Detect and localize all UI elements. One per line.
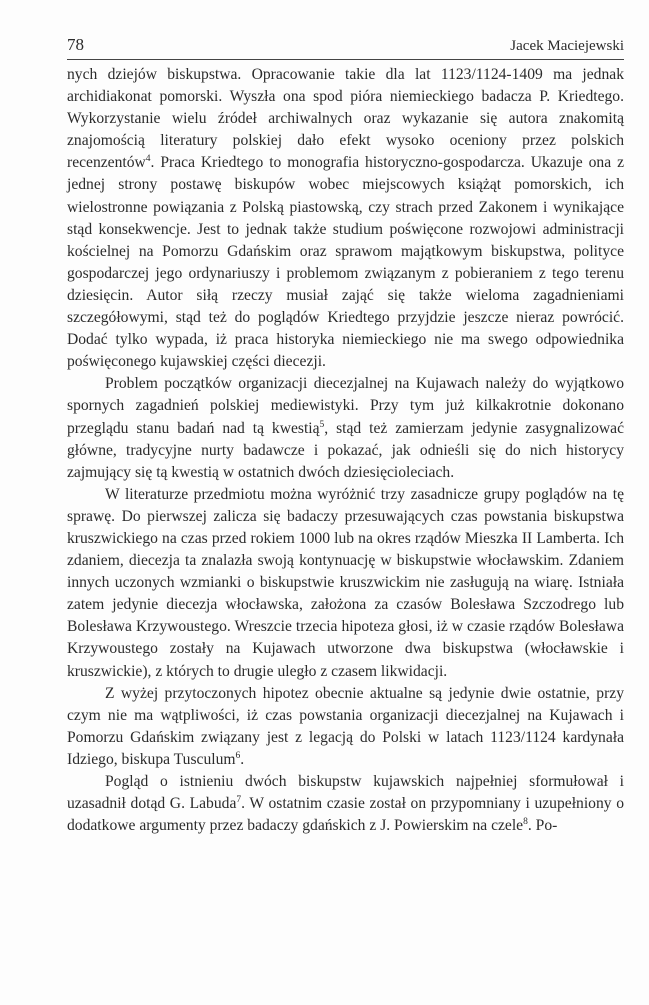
- paragraph: [67, 484, 624, 683]
- paragraph: [67, 373, 624, 483]
- paragraph-text: W literaturze przedmiotu można wyróżnić trzy zasadnicze grupy poglądów na tę sprawę. Do pierwszej zalicza się badaczy przesuwających czas powstania biskupstwa kruszwickiego na czas przed rokiem 1000 lub na okres rządów Mieszka II Lamberta. Ich zdaniem, diecezja ta znalazła swoją kontynuację w biskupstwie włocławskim. Zdaniem innych uczonych wzmianki o biskupstwie kruszwickim nie zasługują na wiarę. Istniała zatem jedynie diecezja włocławska, założona za czasów Bolesława Szczodrego lub Bolesława Krzywoustego. Wreszcie trzecia hipoteza głosi, iż w czasie rządów Bolesława Krzywoustego zostały na Kujawach utworzone dwa biskupstwa (włocławskie i kruszwickie), z których to drugie uległo z czasem likwidacji.: [67, 485, 624, 680]
- footnote-ref: 6: [235, 750, 241, 761]
- page-number: 78: [67, 35, 84, 54]
- footnote-ref: 7: [236, 795, 242, 806]
- body-text: [67, 64, 624, 837]
- paragraph-text: . Po-: [527, 817, 558, 835]
- paragraph: [67, 771, 624, 837]
- running-head-author: Jacek Maciejewski: [510, 38, 624, 54]
- paragraph-text: . W ostatnim czasie został on przypomniany i uzupełniony o dodatkowe argumenty przez badaczy gdańskich z J. Powierskim na czele: [67, 795, 624, 835]
- footnote-ref: 4: [145, 154, 151, 165]
- paragraph-text: .: [240, 750, 245, 768]
- paragraph-text: Problem początków organizacji diecezjalnej na Kujawach należy do wyjątkowo spornych zagadnień polskiej mediewistyki. Przy tym już kilkakrotnie dokonano przeglądu stanu badań nad tą kwestią: [67, 375, 624, 437]
- paragraph: [67, 683, 624, 771]
- header-rule: [67, 59, 624, 60]
- paragraph-text: , stąd też zamierzam jedynie zasygnalizować główne, tradycyjne nurty badawcze i pokazać, jak odnieśli się do nich historycy zajmujący się tą kwestią w ostatnich dwóch dziesięcioleciach.: [67, 419, 624, 481]
- paragraph-text: Z wyżej przytoczonych hipotez obecnie aktualne są jedynie dwie ostatnie, przy czym nie ma wątpliwości, iż czas powstania organizacji diecezjalnej na Kujawach i Pomorzu Gdańskim związany jest z legacją do Polski w latach 1123/1124 kardynała Idziego, biskupa Tusculum: [67, 684, 624, 768]
- paragraph-text: nych dziejów biskupstwa. Opracowanie takie dla lat 1123/1124-1409 ma jednak archidiakonat pomorski. Wyszła ona spod pióra niemieckiego badacza P. Kriedtego. Wykorzystanie wielu źródeł archiwalnych oraz wykazanie się autora znakomitą znajomością literatury polskiej dało efekt wysoko oceniony przez polskich recenzentów: [67, 66, 624, 172]
- paragraph-text: . Praca Kriedtego to monografia historyczno-gospodarcza. Ukazuje ona z jednej strony postawę biskupów wobec miejscowych książąt pomorskich, ich wielostronne powiązania z Polską piastowską, czy strach przed Zakonem i wynikające stąd konsekwencje. Jest to jednak także studium poświęcone rozwojowi administracji kościelnej na Pomorzu Gdańskim oraz sprawom majątkowym biskupstwa, polityce gospodarczej jego ordynariuszy i problemom związanym z pobieraniem z tego terenu dziesięcin. Autor siłą rzeczy musiał zająć się także wieloma zagadnieniami szczegółowymi, stąd też do poglądów Kriedtego przyjdzie jeszcze nieraz powrócić. Dodać tylko wypada, iż praca historyka niemieckiego nie ma swego odpowiednika poświęconego kujawskiej części diecezji.: [67, 154, 624, 371]
- footnote-ref: 5: [319, 419, 325, 430]
- footnote-ref: 8: [523, 817, 528, 828]
- running-head: [67, 34, 624, 60]
- paragraph-text: Pogląd o istnieniu dwóch biskupstw kujawskich najpełniej sformułował i uzasadnił dotąd G. Labuda: [67, 773, 624, 813]
- paragraph: [67, 64, 624, 373]
